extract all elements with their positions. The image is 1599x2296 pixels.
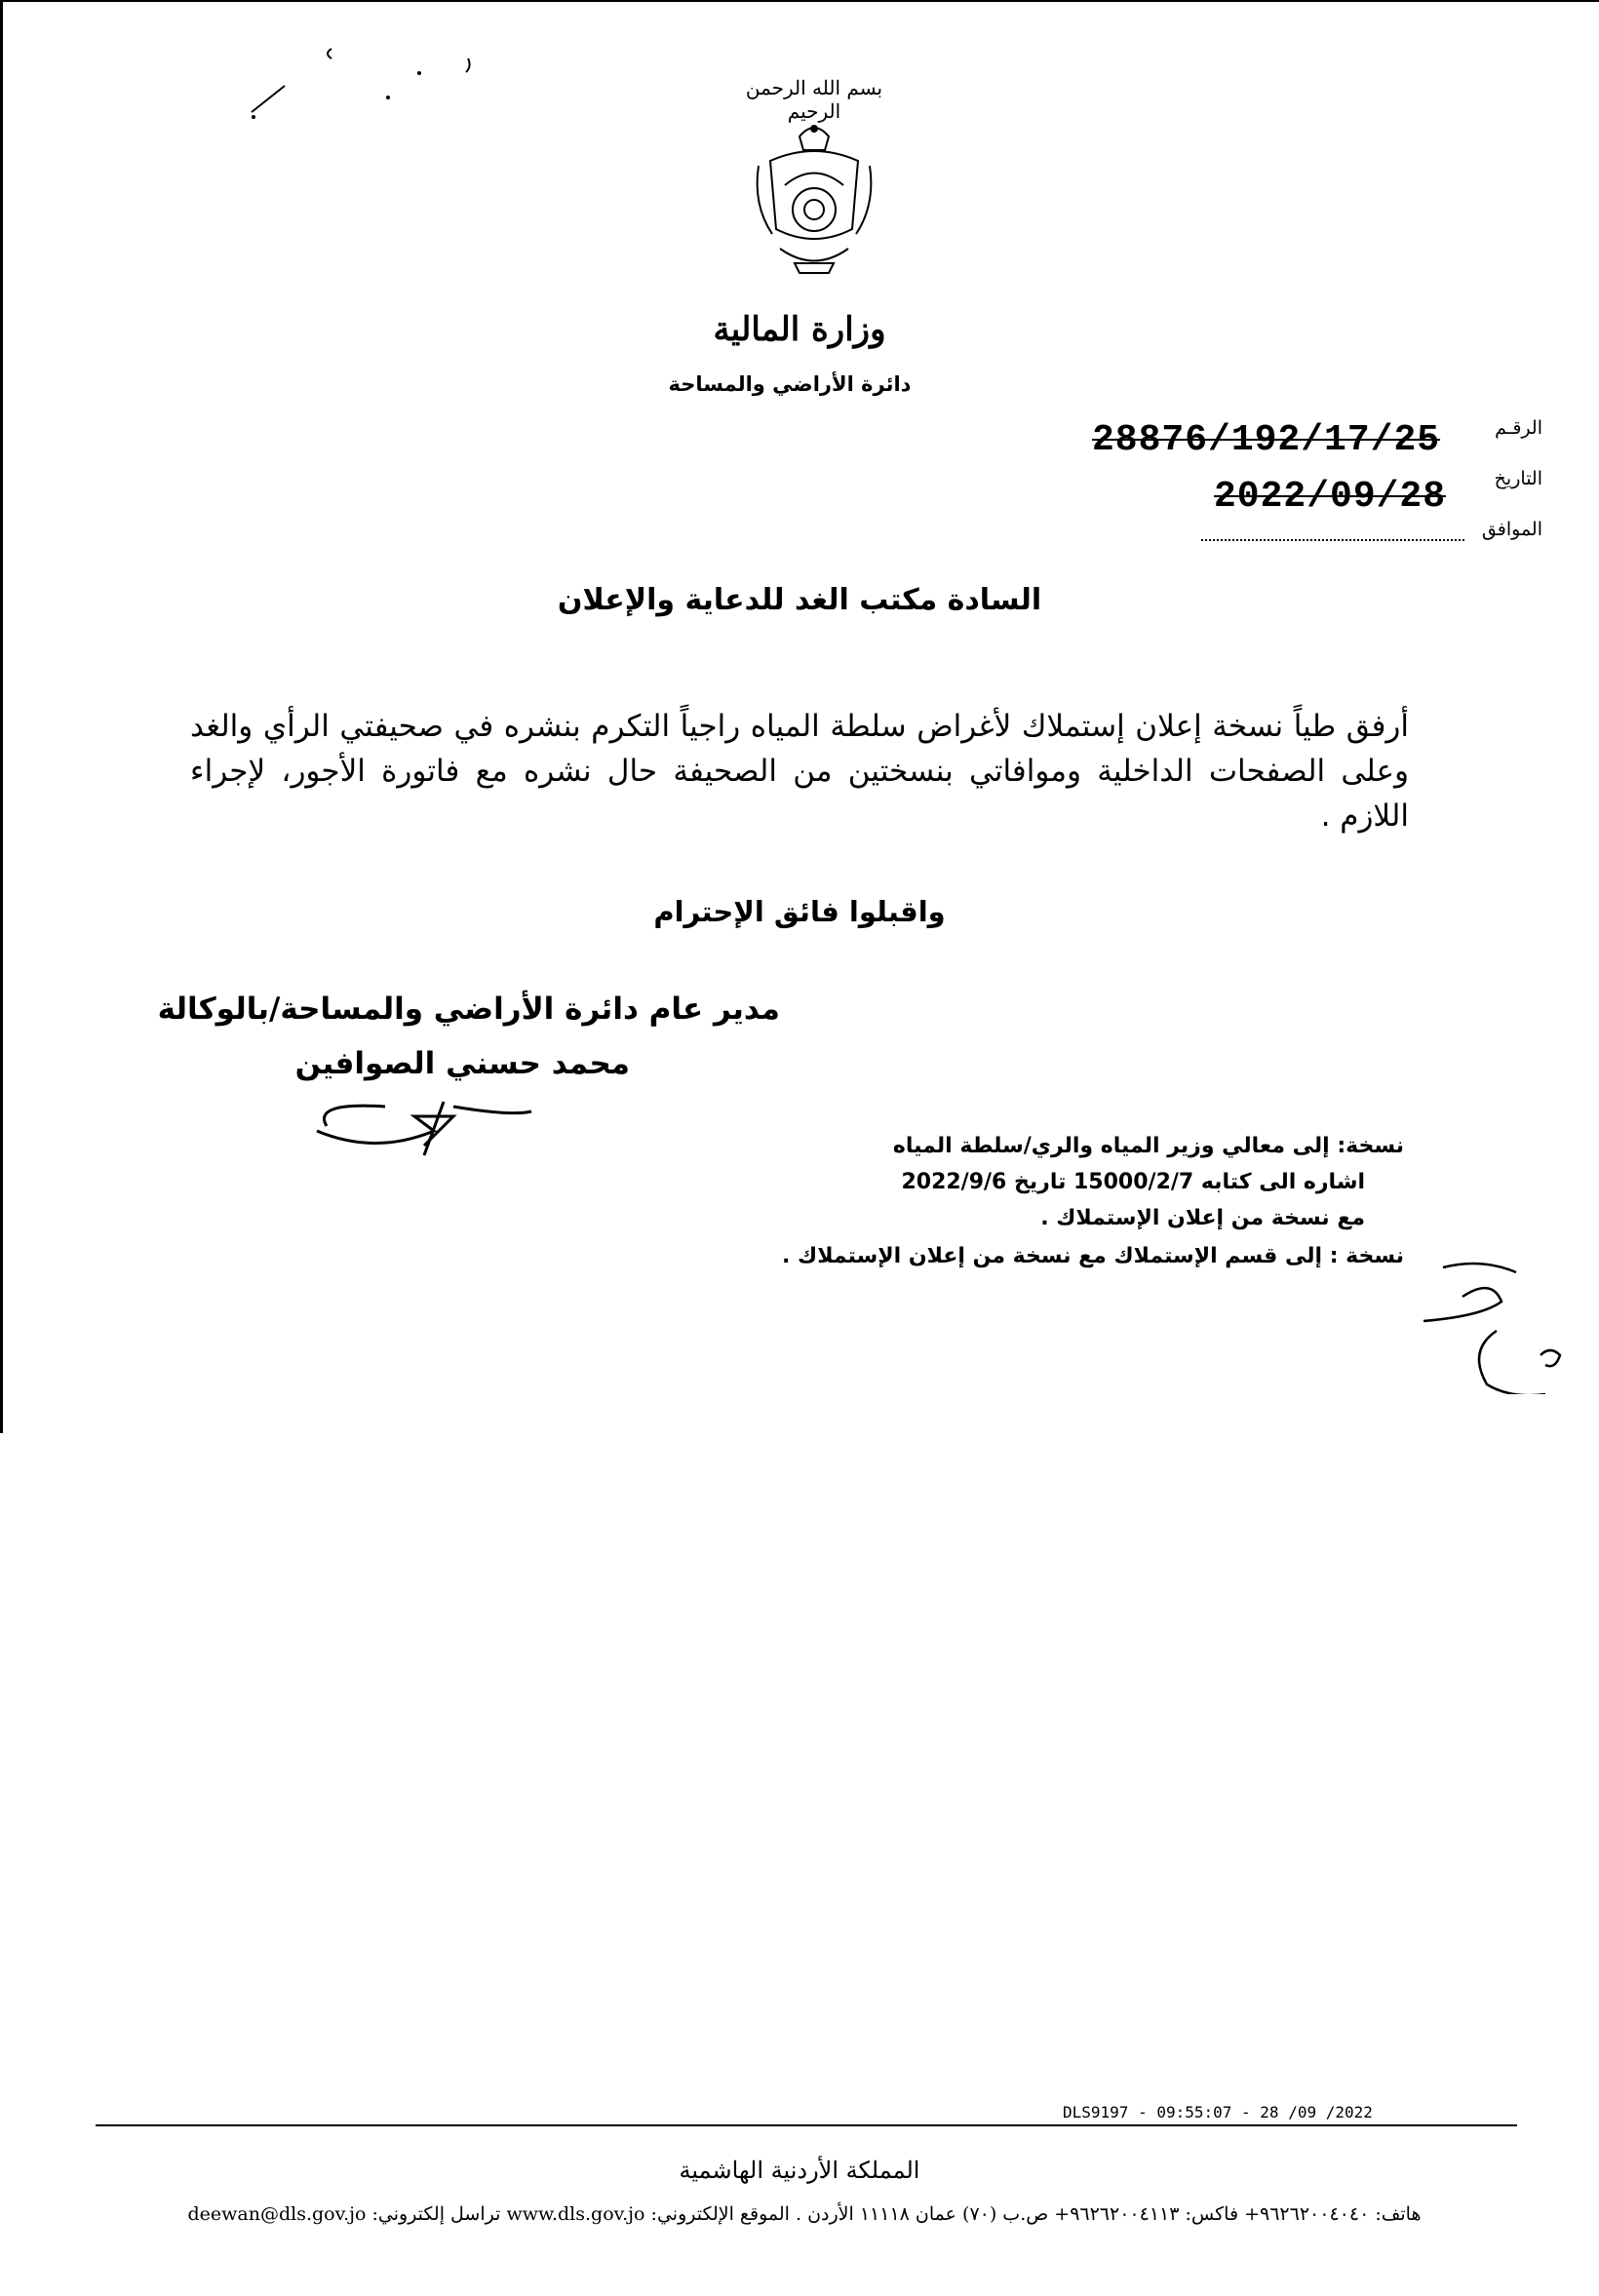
ministry-name: وزارة المالية xyxy=(713,310,886,349)
copy-line-3: مع نسخة من إعلان الإستملاك . xyxy=(1040,1206,1365,1230)
hijri-date-blank xyxy=(1201,539,1464,541)
basmala: بسم الله الرحمن الرحيم xyxy=(745,76,883,123)
footer-website-label: الموقع الإلكتروني: xyxy=(650,2203,790,2225)
copy-line-1: نسخة: إلى معالي وزير المياه والري/سلطة المياه xyxy=(892,1134,1404,1158)
date-value: 2022/09/28 xyxy=(1214,476,1447,518)
signature-scribble xyxy=(307,1087,541,1165)
addressee: السادة مكتب الغد للدعاية والإعلان xyxy=(557,583,1042,617)
document-system-code: DLS9197 - 09:55:07 - 28 /09 /2022 xyxy=(1063,2103,1373,2121)
copy-line-4: نسخة : إلى قسم الإستملاك مع نسخة من إعلان الإستملاك . xyxy=(782,1244,1404,1268)
footer-phone: هاتف: ٩٦٢٦٢٠٠٤٠٤٠+ xyxy=(1244,2203,1422,2225)
closing-salutation: واقبلوا فائق الإحترام xyxy=(653,895,946,928)
footer-website-link[interactable]: www.dls.gov.jo xyxy=(506,2203,645,2225)
scan-border-left xyxy=(0,0,3,1433)
hijri-date-label: الموافق xyxy=(1481,519,1542,540)
signatory-title: مدير عام دائرة الأراضي والمساحة/بالوكالة xyxy=(157,992,780,1027)
footer-kingdom-name: المملكة الأردنية الهاشمية xyxy=(679,2157,920,2184)
handwritten-scan-marks xyxy=(234,39,507,127)
footer-email-label: تراسل إلكتروني: xyxy=(371,2203,501,2225)
footer-email-link[interactable]: deewan@dls.gov.jo xyxy=(187,2203,367,2225)
reference-label: الرقـم xyxy=(1495,417,1542,439)
signatory-name: محمد حسني الصوافين xyxy=(294,1046,630,1081)
footer-fax: فاكس: ٩٦٢٦٢٠٠٤١١٣+ xyxy=(1054,2203,1239,2225)
footer-pobox: ص.ب (٧٠) عمان ١١١١٨ الأردن . xyxy=(796,2203,1049,2225)
date-label: التاريخ xyxy=(1494,468,1542,489)
scan-border-top xyxy=(0,0,1599,2)
footer-contact-line xyxy=(78,2203,1531,2225)
handwritten-initials xyxy=(1404,1248,1580,1394)
jordan-coat-of-arms-icon xyxy=(751,117,878,283)
letter-body: أرفق طياً نسخة إعلان إستملاك لأغراض سلطة المياه راجياً التكرم بنشره في صحيفتي الرأي والغد وعلى الصفحات الداخلية وموافاتي بنسختين من الصحيفة حال نشره مع فاتورة الأجور، لإجراء اللازم . xyxy=(190,709,1409,834)
department-name: دائرة الأراضي والمساحة xyxy=(668,372,912,396)
reference-number: 28876/192/17/25 xyxy=(1092,419,1441,461)
footer-divider xyxy=(96,2124,1517,2126)
copy-line-2: اشاره الى كتابه 15000/2/7 تاريخ 2022/9/6 xyxy=(901,1170,1365,1194)
